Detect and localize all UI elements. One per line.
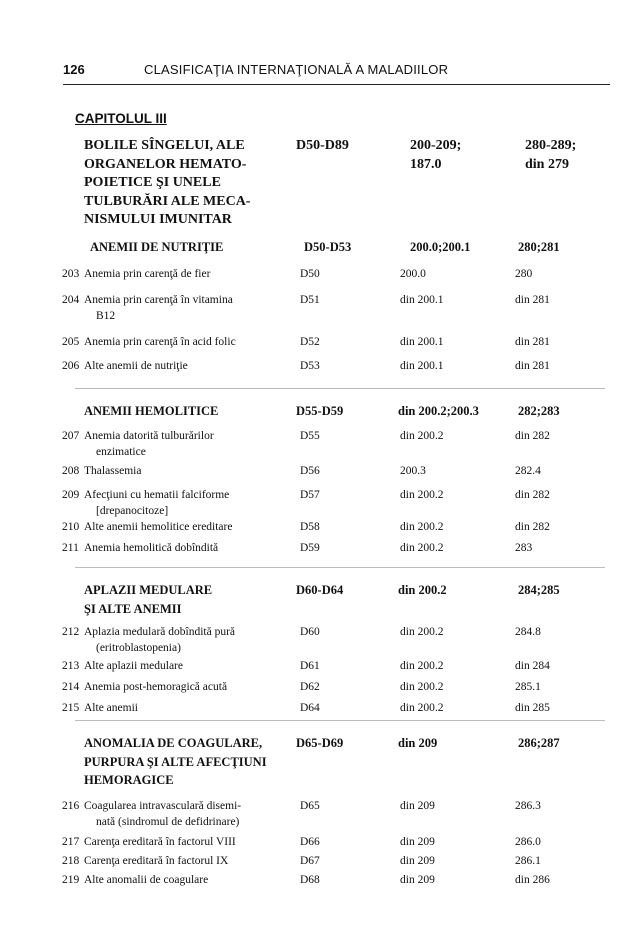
section-code: D65-D69	[296, 736, 344, 750]
row-code: D55	[300, 430, 320, 442]
row-description: enzimatice	[96, 446, 146, 458]
row-rubric: din 282	[515, 521, 550, 533]
row-rubric: din 282	[515, 430, 550, 442]
chapter-title: CAPITOLUL III	[75, 111, 167, 126]
section-rule	[75, 388, 605, 389]
row-icd9: din 200.1	[400, 336, 444, 348]
section-icd9: 200.0;200.1	[410, 240, 471, 254]
row-number: 210	[62, 521, 80, 533]
row-code: D67	[300, 855, 320, 867]
row-number: 217	[62, 836, 80, 848]
row-icd9: 200.0	[400, 268, 426, 280]
header-rule	[63, 84, 610, 85]
row-number: 203	[62, 268, 80, 280]
row-rubric: din 284	[515, 660, 550, 672]
row-number: 212	[62, 626, 80, 638]
row-code: D57	[300, 489, 320, 501]
row-code: D50	[300, 268, 320, 280]
row-description: Carenţa ereditară în factorul VIII	[84, 836, 236, 848]
row-icd9: din 200.2	[400, 521, 444, 533]
row-code: D60	[300, 626, 320, 638]
section-rule	[75, 720, 605, 721]
row-rubric: 286.3	[515, 800, 541, 812]
main-group-title-line: POIETICE ŞI UNELE	[84, 175, 221, 190]
row-number: 208	[62, 465, 80, 477]
running-header: CLASIFICAŢIA INTERNAŢIONALĂ A MALADIILOR	[144, 62, 449, 77]
row-description: Anemia prin carenţă de fier	[84, 268, 211, 280]
main-group-title-line: NISMULUI IMUNITAR	[84, 212, 232, 227]
section-rubric: 282;283	[518, 404, 560, 418]
row-number: 205	[62, 336, 80, 348]
row-number: 215	[62, 702, 80, 714]
row-number: 214	[62, 681, 80, 693]
row-number: 218	[62, 855, 80, 867]
row-code: D52	[300, 336, 320, 348]
row-rubric: din 281	[515, 336, 550, 348]
row-icd9: din 200.1	[400, 294, 444, 306]
section-title-line: ŞI ALTE ANEMII	[84, 601, 182, 616]
row-number: 213	[62, 660, 80, 672]
main-group-title-line: ORGANELOR HEMATO-	[84, 156, 247, 172]
row-code: D59	[300, 542, 320, 554]
row-icd9: din 200.2	[400, 430, 444, 442]
row-icd9: din 200.2	[400, 626, 444, 638]
section-icd9: din 209	[398, 736, 438, 750]
row-code: D51	[300, 294, 320, 306]
row-rubric: 280	[515, 268, 533, 280]
main-group-icd9: 200-209;	[410, 138, 462, 153]
section-rubric: 286;287	[518, 736, 560, 750]
section-title-line: HEMORAGICE	[84, 773, 174, 787]
row-icd9: din 209	[400, 836, 435, 848]
section-title-line: ANOMALIA DE COAGULARE,	[84, 736, 263, 750]
main-group-rubric: din 279	[525, 156, 569, 172]
main-group-icd9: 187.0	[410, 156, 442, 172]
row-description: Thalassemia	[84, 465, 142, 477]
row-number: 206	[62, 360, 80, 372]
row-description: Anemia hemolitică dobîndită	[84, 542, 219, 554]
section-rubric: 280;281	[518, 240, 560, 254]
row-rubric: 283	[515, 542, 533, 554]
row-number: 209	[62, 489, 80, 501]
row-icd9: din 200.2	[400, 702, 444, 714]
row-icd9: din 200.2	[400, 542, 444, 554]
row-description: nată (sindromul de defidrinare)	[96, 816, 240, 828]
row-description: B12	[96, 310, 116, 322]
section-icd9: din 200.2;200.3	[398, 404, 479, 418]
main-group-rubric: 280-289;	[525, 138, 577, 153]
main-group-title-line: BOLILE SÎNGELUI, ALE	[84, 138, 245, 153]
row-code: D68	[300, 874, 320, 886]
row-code: D66	[300, 836, 320, 848]
section-title-line: PURPURA ŞI ALTE AFECŢIUNI	[84, 754, 267, 769]
row-description: Anemia post-hemoragică acută	[84, 681, 228, 693]
row-icd9: din 209	[400, 800, 435, 812]
section-code: D50-D53	[304, 240, 352, 254]
row-rubric: din 282	[515, 489, 550, 501]
section-code: D55-D59	[296, 404, 344, 418]
row-code: D56	[300, 465, 320, 477]
row-code: D61	[300, 660, 320, 672]
row-description: Anemia prin carenţă în acid folic	[84, 336, 236, 348]
row-rubric: 284.8	[515, 626, 541, 638]
row-icd9: din 200.2	[400, 660, 444, 672]
section-title-line: APLAZII MEDULARE	[84, 583, 213, 597]
row-code: D58	[300, 521, 320, 533]
row-number: 211	[62, 542, 79, 554]
row-rubric: 286.1	[515, 855, 541, 867]
row-description: [drepanocitoze]	[96, 505, 169, 517]
row-icd9: din 200.2	[400, 489, 444, 501]
row-rubric: 285.1	[515, 681, 541, 693]
row-code: D62	[300, 681, 320, 693]
row-description: Alte aplazii medulare	[84, 660, 183, 672]
section-title-line: ANEMII HEMOLITICE	[84, 404, 219, 418]
row-description: Alte anemii	[84, 702, 138, 714]
row-code: D64	[300, 702, 320, 714]
section-rubric: 284;285	[518, 583, 560, 597]
row-description: Anemia datorită tulburărilor	[84, 430, 214, 442]
row-description: Carenţa ereditară în factorul IX	[84, 855, 229, 867]
row-number: 204	[62, 294, 80, 306]
row-rubric: din 281	[515, 294, 550, 306]
row-number: 219	[62, 874, 80, 886]
row-icd9: din 200.2	[400, 681, 444, 693]
page-number: 126	[63, 62, 85, 77]
section-icd9: din 200.2	[398, 583, 447, 597]
row-icd9: din 200.1	[400, 360, 444, 372]
row-icd9: 200.3	[400, 465, 426, 477]
row-rubric: 286.0	[515, 836, 541, 848]
row-description: Alte anemii de nutriţie	[84, 360, 188, 372]
row-icd9: din 209	[400, 874, 435, 886]
row-description: (eritroblastopenia)	[96, 642, 181, 654]
row-description: Aplazia medulară dobîndită pură	[84, 626, 236, 638]
row-rubric: 282.4	[515, 465, 541, 477]
row-code: D65	[300, 800, 320, 812]
section-title-line: ANEMII DE NUTRIŢIE	[90, 240, 224, 254]
row-rubric: din 281	[515, 360, 550, 372]
row-code: D53	[300, 360, 320, 372]
main-group-title-line: TULBURĂRI ALE MECA-	[84, 193, 251, 209]
row-description: Alte anemii hemolitice ereditare	[84, 521, 233, 533]
row-rubric: din 285	[515, 702, 550, 714]
section-rule	[75, 567, 605, 568]
row-description: Afecţiuni cu hematii falciforme	[84, 489, 230, 501]
row-number: 207	[62, 430, 80, 442]
main-group-code: D50-D89	[296, 138, 349, 153]
row-description: Alte anomalii de coagulare	[84, 874, 209, 886]
row-rubric: din 286	[515, 874, 550, 886]
section-code: D60-D64	[296, 583, 344, 597]
row-icd9: din 209	[400, 855, 435, 867]
row-description: Anemia prin carenţă în vitamina	[84, 294, 233, 306]
row-description: Coagularea intravasculară disemi-	[84, 800, 242, 812]
row-number: 216	[62, 800, 80, 812]
